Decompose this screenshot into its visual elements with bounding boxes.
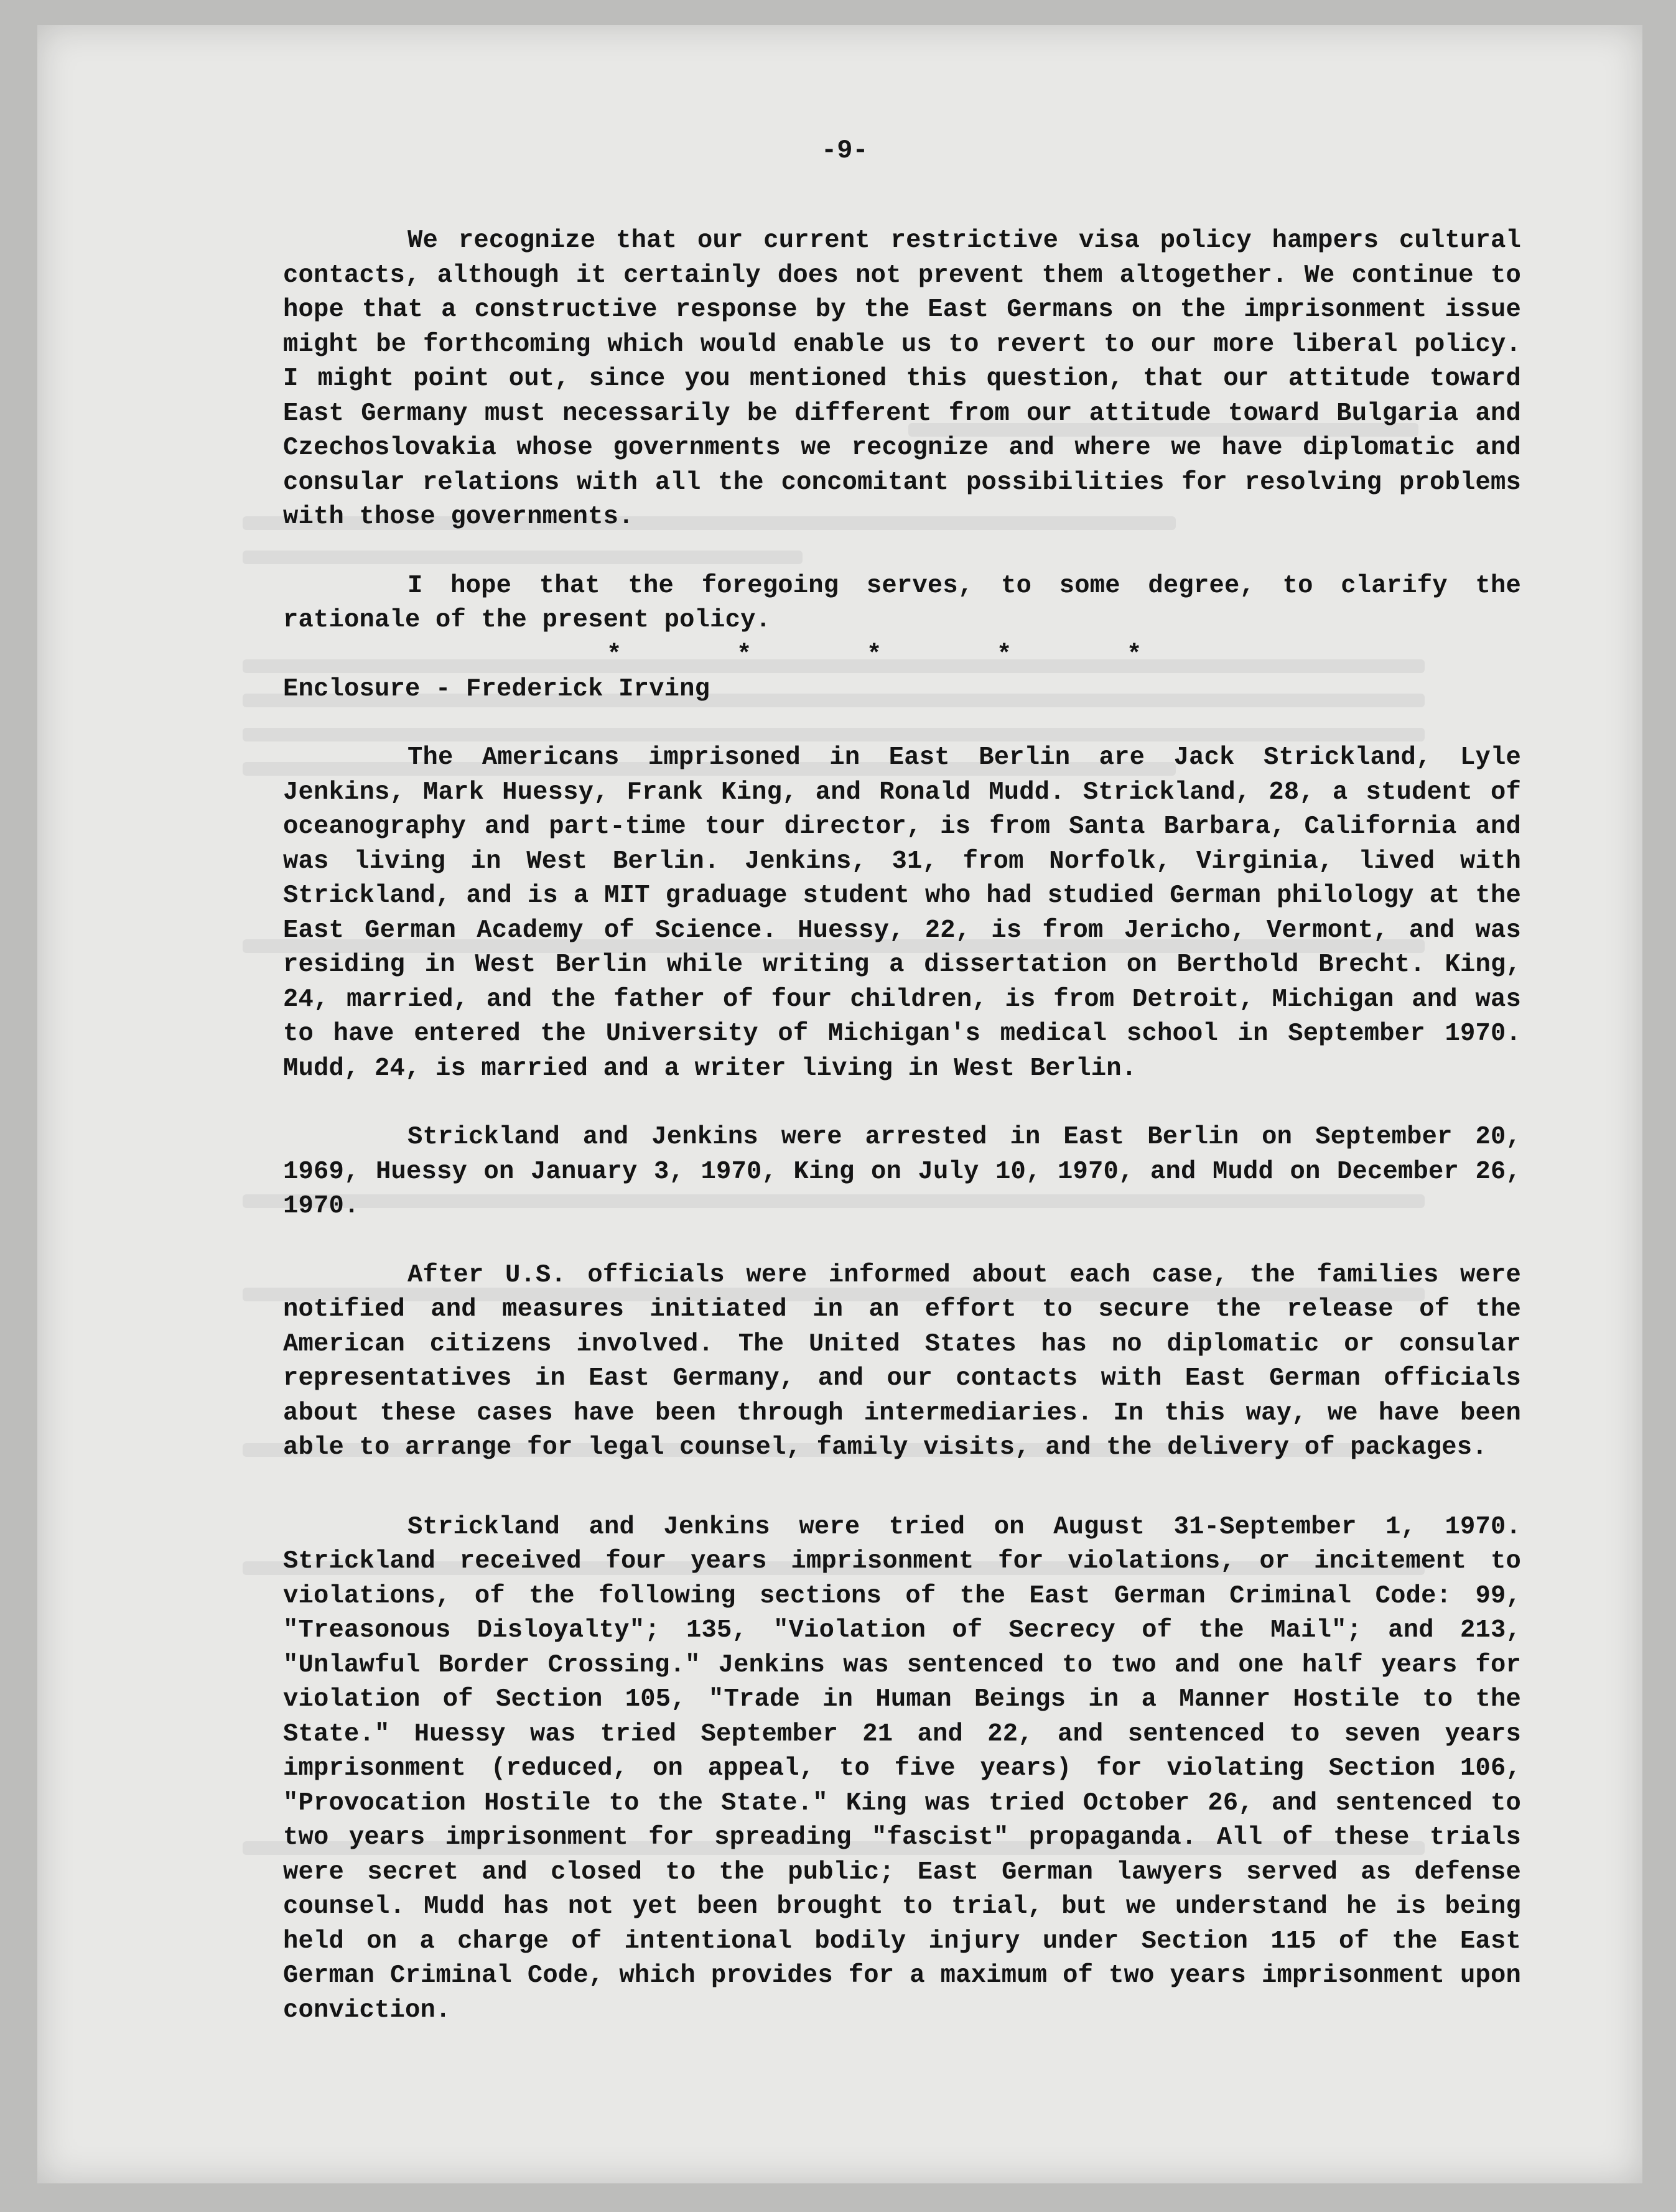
paragraph-rationale: I hope that the foregoing serves, to some degree, to clarify the rationale of the present policy. [283, 571, 1521, 634]
paragraph-families: After U.S. officials were informed about each case, the families were notified and measures initiated in an effort to secure the release of the American citizens involved. The United States has no diplomatic or consular representatives in East Germany, and our contacts with East German officials about these cases have been through intermediaries. In this way, we have been able to arrange for legal counsel, family visits, and the delivery of packages. [283, 1260, 1521, 1462]
paragraph-imprisoned: The Americans imprisoned in East Berlin are Jack Strickland, Lyle Jenkins, Mark Huessy, Frank King, and Ronald Mudd. Strickland, 28, a student of oceanography and part-time tour director, is from Santa Barbara, California and was living in West Berlin. Jenkins, 31, from Norfolk, Virginia, lived with Strickland, and is a MIT graduage student who had studied German philology at the East German Academy of Science. Huessy, 22, is from Jericho, Vermont, and was residing in West Berlin while writing a dissertation on Berthold Brecht. King, 24, married, and the father of four children, is from Detroit, Michigan and was to have entered the University of Michigan's medical school in September 1970. Mudd, 24, is married and a writer living in West Berlin. [283, 743, 1521, 1083]
paragraph-arrests: Strickland and Jenkins were arrested in East Berlin on September 20, 1969, Huessy on January 3, 1970, King on July 10, 1970, and Mudd on December 26, 1970. [283, 1123, 1521, 1220]
paragraph-trials: Strickland and Jenkins were tried on August 31-September 1, 1970. Strickland received four years imprisonment for violations, or incitement to violations, of the following sections of the East German Criminal Code: 99, "Treasonous Disloyalty"; 135, "Violation of Secrecy of the Mail"; and 213, "Unlawful Border Crossing." Jenkins was sentenced to two and one half years for violation of Section 105, "Trade in Human Beings in a Manner Hostile to the State." Huessy was tried September 21 and 22, and sentenced to seven years imprisonment (reduced, on appeal, to five years) for violating Section 106, "Provocation Hostile to the State." King was tried October 26, and sentenced to two years imprisonment for spreading "fascist" propaganda. All of these trials were secret and closed to the public; East German lawyers served as defense counsel. Mudd has not yet been brought to trial, but we understand he is being held on a charge of intentional bodily injury under Section 115 of the East German Criminal Code, which provides for a maximum of two years imprisonment upon conviction. [283, 1512, 1521, 2025]
document-body [283, 224, 1521, 2028]
separator-asterisks: * * * * * [607, 640, 1142, 669]
paragraph-visa-policy: We recognize that our current restrictive visa policy hampers cultural contacts, although it certainly does not prevent them altogether. We continue to hope that a constructive response by the East Germans on the imprisonment issue might be forthcoming which would enable us to revert to our more liberal policy. I might point out, since you mentioned this question, that our attitude toward East Germany must necessarily be different from our attitude toward Bulgaria and Czechoslovakia whose governments we recognize and where we have diplomatic and consular relations with all the concomitant possibilities for resolving problems with those governments. [283, 226, 1521, 531]
page-number: -9- [821, 136, 868, 165]
document-page [37, 25, 1642, 2183]
enclosure-heading: Enclosure - Frederick Irving [283, 674, 710, 704]
